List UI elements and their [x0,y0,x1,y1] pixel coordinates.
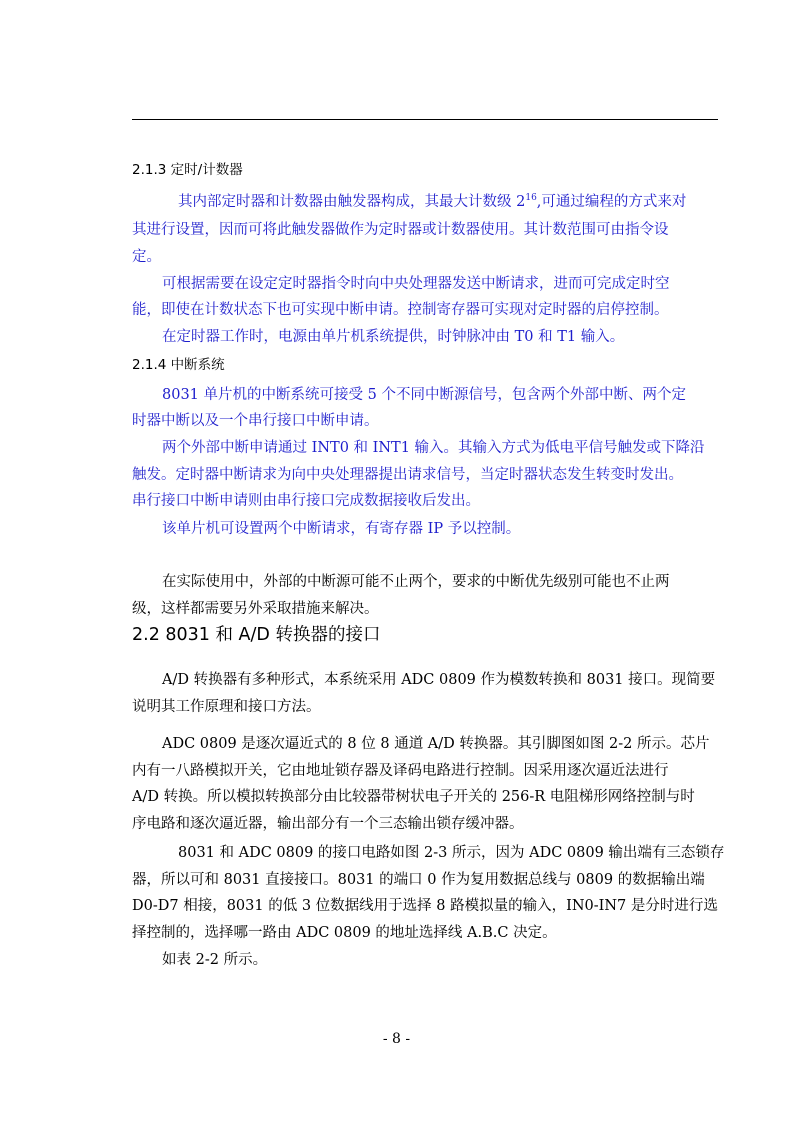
paragraph-line: 内有一八路模拟开关，它由地址锁存器及译码电路进行控制。因采用逐次逼近法进行 [132,763,669,779]
paragraph-line: 器，所以可和 8031 直接接口。8031 的端口 0 作为复用数据总线与 0809 的数据输出端 [132,872,705,888]
paragraph-line: 时器中断以及一个串行接口中断申请。 [132,413,379,429]
paragraph-line: A/D 转换器有多种形式，本系统采用 ADC 0809 作为模数转换和 8031 接口。现简要 [162,672,716,688]
page-number: - 8 - [382,1031,411,1047]
paragraph-line: D0-D7 相接，8031 的低 3 位数据线用于选择 8 路模拟量的输入，IN0-IN7 是分时进行选 [132,898,718,914]
paragraph-line: 在实际使用中，外部的中断源可能不止两个，要求的中断优先级别可能也不止两 [162,574,670,590]
paragraph-line: 如表 2-2 所示。 [162,952,268,968]
section-heading-2-2: 2.2 8031 和 A/D 转换器的接口 [132,625,381,645]
paragraph-line: 其内部定时器和计数器由触发器构成，其最大计数级 $2^{16}$,可通过编程的方式来对 [178,193,687,210]
paragraph-line: 其进行设置，因而可将此触发器做作为定时器或计数器使用。其计数范围可由指令设 [132,222,669,238]
paragraph-line: 序电路和逐次逼近器，输出部分有一个三态输出锁存缓冲器。 [132,816,524,832]
paragraph-line: 说明其工作原理和接口方法。 [132,699,321,715]
paragraph-line: A/D 转换。所以模拟转换部分由比较器带树状电子开关的 256-R 电阻梯形网络控制与时 [132,789,695,805]
section-heading-2-1-3: 2.1.3 定时/计数器 [132,162,243,178]
header-rule [132,119,718,120]
paragraph-line: 择控制的，选择哪一路由 ADC 0809 的地址选择线 A.B.C 决定。 [132,925,557,941]
paragraph-line: 定。 [132,249,161,265]
paragraph-line: 串行接口中断申请则由串行接口完成数据接收后发出。 [132,493,480,509]
paragraph-line: 两个外部中断申请通过 INT0 和 INT1 输入。其输入方式为低电平信号触发或下降沿 [162,440,705,456]
paragraph-line: 8031 单片机的中断系统可接受 5 个不同中断源信号，包含两个外部中断、两个定 [162,387,686,403]
paragraph-line: 该单片机可设置两个中断请求，有寄存器 IP 予以控制。 [162,521,521,537]
section-heading-2-1-4: 2.1.4 中断系统 [132,357,225,373]
paragraph-line: 在定时器工作时，电源由单片机系统提供，时钟脉冲由 T0 和 T1 输入。 [162,329,625,345]
paragraph-line: ADC 0809 是逐次逼近式的 8 位 8 通道 A/D 转换器。其引脚图如图 2-2 所示。芯片 [162,736,710,752]
paragraph-line: 能，即使在计数状态下也可实现中断申请。控制寄存器可实现对定时器的启停控制。 [132,302,669,318]
paragraph-line: 触发。定时器中断请求为向中央处理器提出请求信号，当定时器状态发生转变时发出。 [132,467,683,483]
paragraph-line: 级，这样都需要另外采取措施来解决。 [132,601,379,617]
paragraph-line: 8031 和 ADC 0809 的接口电路如图 2-3 所示，因为 ADC 0809 输出端有三态锁存 [178,845,725,861]
paragraph-line: 可根据需要在设定定时器指令时向中央处理器发送中断请求，进而可完成定时空 [162,276,670,292]
